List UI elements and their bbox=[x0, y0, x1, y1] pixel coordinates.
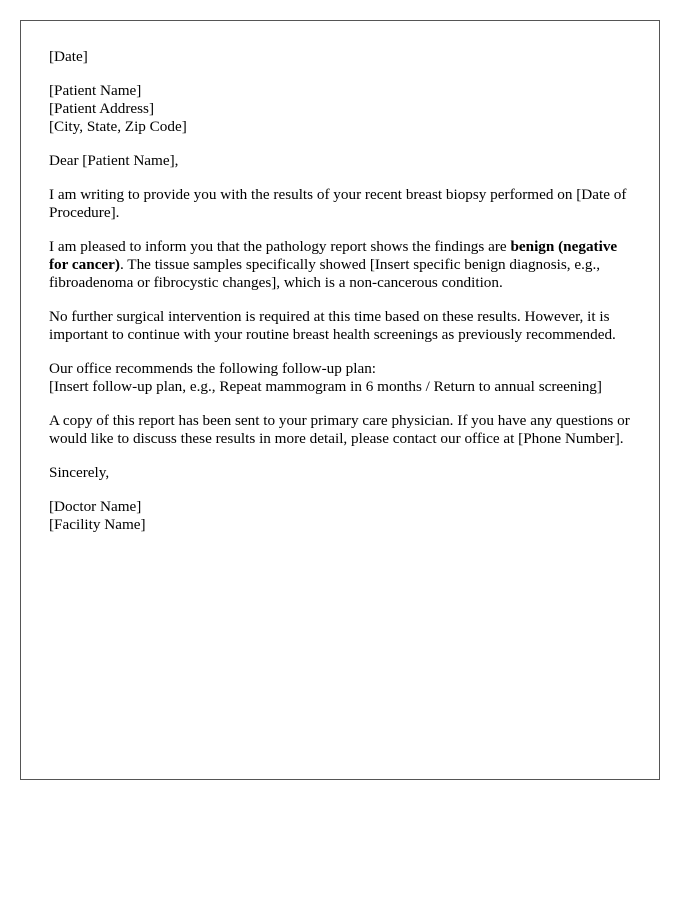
letter-date: [Date] bbox=[49, 48, 88, 65]
followup-plan: [Insert follow-up plan, e.g., Repeat mammogram in 6 months / Return to annual screening] bbox=[49, 378, 602, 395]
intro-paragraph: I am writing to provide you with the results of your recent breast biopsy performed on [Date of Procedure]. bbox=[49, 186, 627, 221]
followup-intro: Our office recommends the following follow-up plan: bbox=[49, 360, 377, 377]
facility-name: [Facility Name] bbox=[49, 516, 146, 533]
signature-block bbox=[49, 498, 631, 534]
recipient-block bbox=[49, 82, 631, 136]
doctor-name: [Doctor Name] bbox=[49, 498, 142, 515]
no-intervention-paragraph: No further surgical intervention is required at this time based on these results. However, it is important to continue with your routine breast health screenings as previously recommended. bbox=[49, 308, 616, 343]
followup-paragraph bbox=[49, 360, 631, 396]
copy-notice-paragraph: A copy of this report has been sent to your primary care physician. If you have any questions or would like to discuss these results in more detail, please contact our office at [Phone Number]. bbox=[49, 412, 630, 447]
patient-name: [Patient Name] bbox=[49, 82, 142, 99]
salutation: Dear [Patient Name], bbox=[49, 152, 179, 169]
findings-result-bold: benign (negative for cancer) bbox=[49, 238, 618, 273]
findings-text-before: I am pleased to inform you that the pathology report shows the findings are bbox=[49, 238, 511, 255]
letter-page bbox=[20, 20, 660, 780]
patient-address: [Patient Address] bbox=[49, 100, 155, 117]
closing: Sincerely, bbox=[49, 464, 110, 481]
patient-city-state-zip: [City, State, Zip Code] bbox=[49, 118, 187, 135]
findings-text-after: . The tissue samples specifically showed [Insert specific benign diagnosis, e.g., fibroadenoma or fibrocystic changes], which is a non-cancerous condition. bbox=[49, 256, 601, 291]
findings-paragraph bbox=[49, 238, 631, 292]
